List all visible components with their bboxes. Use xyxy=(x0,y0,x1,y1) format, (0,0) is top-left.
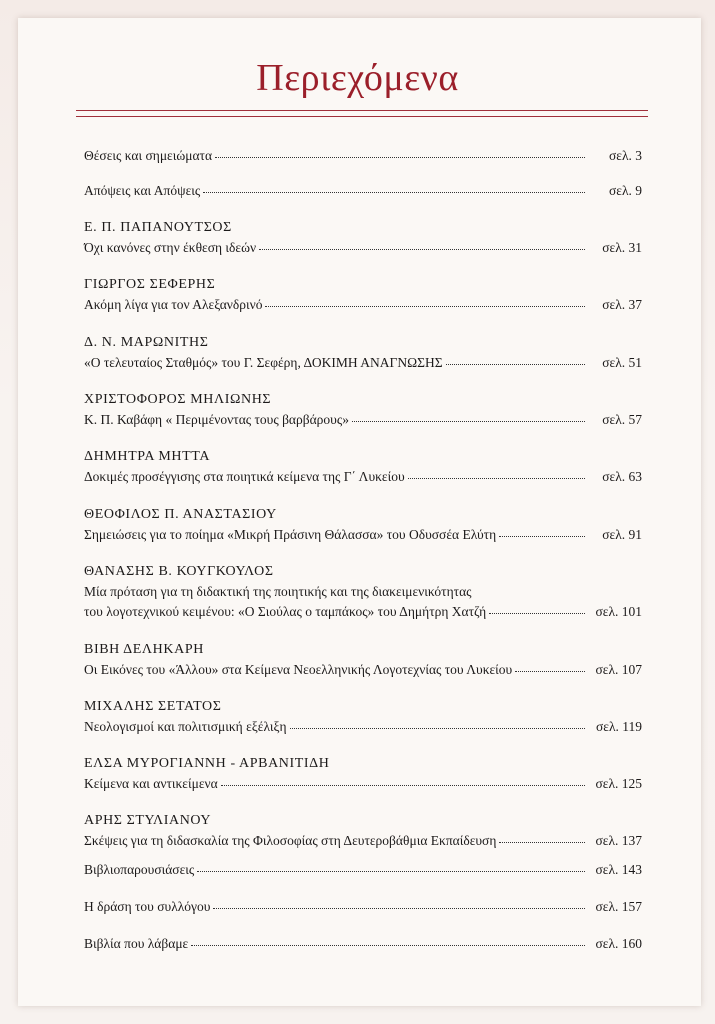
toc-title[interactable]: Κ. Π. Καβάφη « Περιμένοντας τους βαρβάρους» xyxy=(84,412,349,427)
toc-line[interactable] xyxy=(84,717,642,737)
toc-page-number: σελ. 9 xyxy=(609,183,642,198)
dot-leader xyxy=(197,870,585,872)
toc-page-number: σελ. 137 xyxy=(595,833,642,848)
toc-line[interactable] xyxy=(84,525,642,545)
toc-line[interactable] xyxy=(84,353,642,373)
title-rule-top xyxy=(76,110,648,111)
toc-title[interactable]: Η δράση του συλλόγου xyxy=(84,899,211,914)
toc-entry xyxy=(84,390,642,430)
toc-title[interactable]: Βιβλιοπαρουσιάσεις xyxy=(84,862,195,877)
toc-entry xyxy=(84,181,642,201)
toc-title[interactable]: Κείμενα και αντικείμενα xyxy=(84,776,218,791)
toc-title[interactable]: «Ο τελευταίος Σταθμός» του Γ. Σεφέρη, ΔΟΚΙΜΗ ΑΝΑΓΝΩΣΗΣ xyxy=(84,355,443,370)
toc-page-number: σελ. 157 xyxy=(595,899,642,914)
toc-line[interactable] xyxy=(84,181,642,201)
dot-leader xyxy=(499,535,585,537)
toc-entry xyxy=(84,146,642,166)
toc-author: ΓΙΩΡΓΟΣ ΣΕΦΕΡΗΣ xyxy=(84,277,216,292)
toc-entry xyxy=(84,218,642,258)
dot-leader xyxy=(215,156,585,158)
toc-title[interactable]: του λογοτεχνικού κειμένου: «Ο Σιούλας ο ταμπάκος» του Δημήτρη Χατζή xyxy=(84,604,487,619)
toc-page-number: σελ. 91 xyxy=(602,527,642,542)
dot-leader xyxy=(352,420,585,422)
toc-title[interactable]: Απόψεις και Απόψεις xyxy=(84,183,201,198)
toc-page-number: σελ. 51 xyxy=(602,355,642,370)
toc-page-number: σελ. 101 xyxy=(595,604,642,619)
dot-leader xyxy=(203,191,585,193)
dot-leader xyxy=(259,248,585,250)
toc-author: ΑΡΗΣ ΣΤΥΛΙΑΝΟΥ xyxy=(84,813,212,828)
toc-page-number: σελ. 107 xyxy=(595,662,642,677)
dot-leader xyxy=(489,612,585,614)
toc-author: ΘΑΝΑΣΗΣ Β. ΚΟΥΓΚΟΥΛΟΣ xyxy=(84,564,274,579)
toc-line[interactable] xyxy=(84,660,642,680)
toc-title[interactable]: Σημειώσεις για το ποίημα «Μικρή Πράσινη Θάλασσα» του Οδυσσέα Ελύτη xyxy=(84,527,497,542)
toc-title[interactable]: Βιβλία που λάβαμε xyxy=(84,936,189,951)
toc-author: ΧΡΙΣΤΟΦΟΡΟΣ ΜΗΛΙΩΝΗΣ xyxy=(84,392,272,407)
toc-author: ΜΙΧΑΛΗΣ ΣΕΤΑΤΟΣ xyxy=(84,699,222,714)
toc-author: ΘΕΟΦΙΛΟΣ Π. ΑΝΑΣΤΑΣΙΟΥ xyxy=(84,507,277,522)
toc-title[interactable]: Όχι κανόνες στην έκθεση ιδεών xyxy=(84,240,257,255)
toc-entry xyxy=(84,333,642,373)
toc-entry xyxy=(84,754,642,794)
dot-leader xyxy=(290,727,585,729)
toc-author: ΕΛΣΑ ΜΥΡΟΓΙΑΝΝΗ - ΑΡΒΑΝΙΤΙΔΗ xyxy=(84,756,330,771)
toc-page-number: σελ. 125 xyxy=(595,776,642,791)
toc-title[interactable]: Θέσεις και σημειώματα xyxy=(84,148,213,163)
toc-entry xyxy=(84,640,642,680)
toc-line[interactable] xyxy=(84,467,642,487)
dot-leader xyxy=(265,305,585,307)
toc-line[interactable] xyxy=(84,897,642,917)
toc-entry xyxy=(84,934,642,954)
dot-leader xyxy=(408,477,585,479)
toc-author: Ε. Π. ΠΑΠΑΝΟΥΤΣΟΣ xyxy=(84,220,232,235)
toc-title-line: Μία πρόταση για τη διδακτική της ποιητικής και της διακειμενικότητας xyxy=(84,584,472,599)
toc-page-number: σελ. 119 xyxy=(596,719,642,734)
toc-entry xyxy=(84,275,642,315)
toc-entry xyxy=(84,697,642,737)
toc-entry xyxy=(84,505,642,545)
toc-title[interactable]: Δοκιμές προσέγγισης στα ποιητικά κείμενα της Γ΄ Λυκείου xyxy=(84,469,405,484)
toc-page-number: σελ. 57 xyxy=(602,412,642,427)
toc-line[interactable] xyxy=(84,146,642,166)
toc-entry xyxy=(84,897,642,917)
toc-line[interactable] xyxy=(84,934,642,954)
toc-line[interactable] xyxy=(84,602,642,622)
toc-page-number: σελ. 3 xyxy=(609,148,642,163)
toc-line[interactable] xyxy=(84,831,642,851)
dot-leader xyxy=(515,670,585,672)
toc-page-number: σελ. 143 xyxy=(595,862,642,877)
toc-title[interactable]: Νεολογισμοί και πολιτισμική εξέλιξη xyxy=(84,719,287,734)
page-title: Περιεχόμενα xyxy=(256,57,459,99)
toc-entry xyxy=(84,860,642,880)
toc-page-number: σελ. 63 xyxy=(602,469,642,484)
dot-leader xyxy=(213,907,585,909)
toc-author: ΒΙΒΗ ΔΕΛΗΚΑΡΗ xyxy=(84,642,204,657)
toc-line[interactable] xyxy=(84,295,642,315)
dot-leader xyxy=(446,363,585,365)
toc-author: Δ. Ν. ΜΑΡΩΝΙΤΗΣ xyxy=(84,335,209,350)
dot-leader xyxy=(191,944,585,946)
toc-title[interactable]: Σκέψεις για τη διδασκαλία της Φιλοσοφίας στη Δευτεροβάθμια Εκπαίδευση xyxy=(84,833,497,848)
toc-title[interactable]: Οι Εικόνες του «Άλλου» στα Κείμενα Νεοελληνικής Λογοτεχνίας του Λυκείου xyxy=(84,662,513,677)
title-rule-bottom xyxy=(76,116,648,117)
dot-leader xyxy=(221,784,585,786)
toc-line[interactable] xyxy=(84,860,642,880)
toc-page-number: σελ. 31 xyxy=(602,240,642,255)
toc-line[interactable] xyxy=(84,410,642,430)
toc-entry xyxy=(84,562,642,622)
toc-line[interactable] xyxy=(84,774,642,794)
toc-page-number: σελ. 37 xyxy=(602,297,642,312)
toc-line[interactable] xyxy=(84,238,642,258)
toc-entry xyxy=(84,811,642,851)
toc-author: ΔΗΜΗΤΡΑ ΜΗΤΤΑ xyxy=(84,449,211,464)
toc-title[interactable]: Ακόμη λίγα για τον Αλεξανδρινό xyxy=(84,297,263,312)
dot-leader xyxy=(499,841,585,843)
toc-page-number: σελ. 160 xyxy=(595,936,642,951)
toc-entry xyxy=(84,447,642,487)
